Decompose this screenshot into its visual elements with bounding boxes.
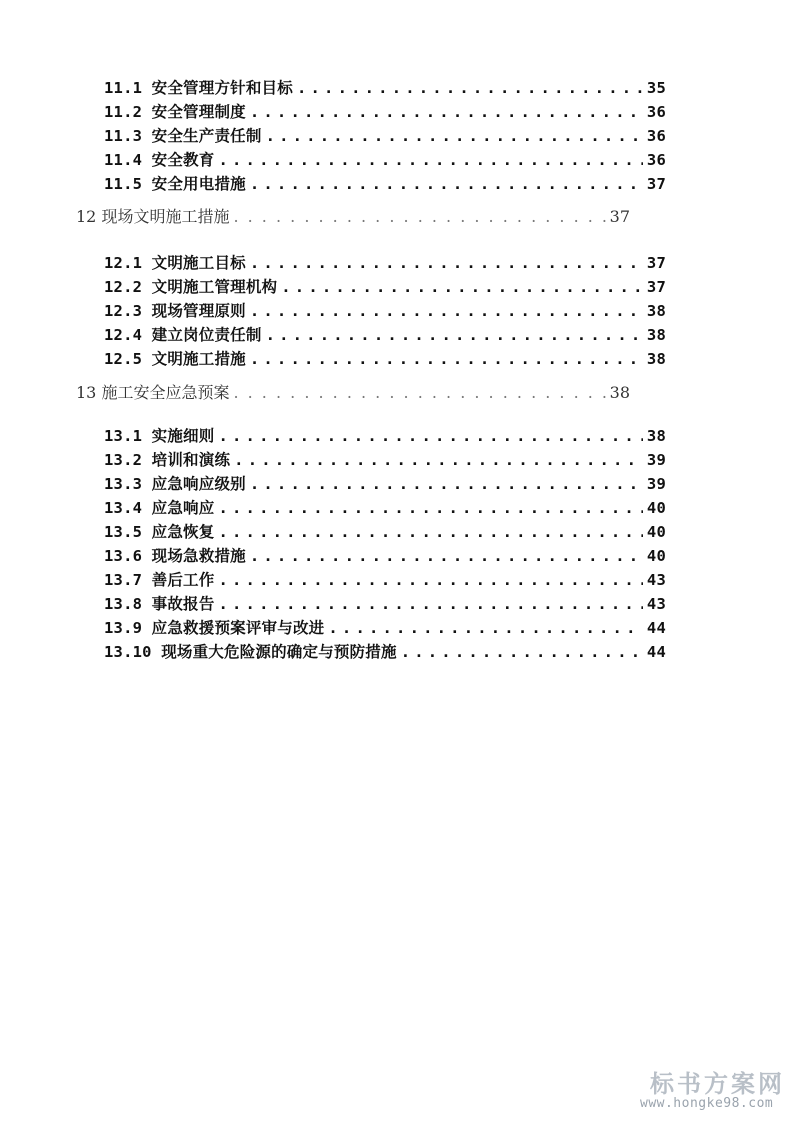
toc-chapter-title: 13 施工安全应急预案 — [76, 383, 230, 402]
dot-leader — [218, 499, 642, 517]
dot-leader — [250, 103, 643, 121]
toc-entry-title: 11.5 安全用电措施 — [104, 175, 246, 193]
toc-entry-page: 40 — [646, 523, 666, 541]
toc-entry-page: 38 — [646, 350, 666, 368]
toc-chapter-13[interactable] — [76, 380, 630, 403]
toc-entry-title: 11.1 安全管理方针和目标 — [104, 79, 293, 97]
dot-leader — [281, 278, 643, 296]
toc-entry-title: 12.3 现场管理原则 — [104, 302, 246, 320]
toc-entry-title: 13.8 事故报告 — [104, 595, 215, 613]
toc-chapter-page: 37 — [609, 207, 630, 226]
toc-entry-12-2[interactable] — [104, 275, 666, 297]
toc-entry-13-6[interactable] — [104, 544, 666, 566]
toc-chapter-title: 12 现场文明施工措施 — [76, 207, 230, 226]
dot-leader — [250, 350, 643, 368]
toc-entry-11-4[interactable] — [104, 148, 666, 170]
dot-leader — [218, 595, 642, 613]
dot-leader — [233, 383, 605, 402]
toc-entry-title: 13.4 应急响应 — [104, 499, 215, 517]
dot-leader — [233, 207, 605, 226]
toc-entry-13-7[interactable] — [104, 568, 666, 590]
toc-entry-13-2[interactable] — [104, 448, 666, 470]
toc-entry-page: 40 — [646, 499, 666, 517]
toc-entry-page: 39 — [646, 451, 666, 469]
toc-entry-page: 40 — [646, 547, 666, 565]
toc-entry-page: 37 — [646, 254, 666, 272]
toc-entry-page: 36 — [646, 103, 666, 121]
dot-leader — [218, 427, 642, 445]
toc-entry-12-5[interactable] — [104, 347, 666, 369]
toc-entry-page: 36 — [646, 151, 666, 169]
toc-entry-13-5[interactable] — [104, 520, 666, 542]
toc-entry-11-3[interactable] — [104, 124, 666, 146]
dot-leader — [250, 302, 643, 320]
toc-entry-page: 35 — [646, 79, 666, 97]
toc-entry-title: 11.2 安全管理制度 — [104, 103, 246, 121]
toc-entry-11-2[interactable] — [104, 100, 666, 122]
toc-entry-page: 44 — [646, 619, 666, 637]
dot-leader — [401, 643, 643, 661]
dot-leader — [250, 175, 643, 193]
dot-leader — [234, 451, 643, 469]
toc-entry-13-4[interactable] — [104, 496, 666, 518]
toc-entry-page: 37 — [646, 175, 666, 193]
watermark-logo — [622, 1062, 787, 1118]
dot-leader — [250, 547, 643, 565]
toc-entry-12-4[interactable] — [104, 323, 666, 345]
toc-entry-13-10[interactable] — [104, 640, 666, 662]
dot-leader — [328, 619, 643, 637]
toc-entry-13-9[interactable] — [104, 616, 666, 638]
toc-entry-title: 11.3 安全生产责任制 — [104, 127, 262, 145]
toc-entry-12-3[interactable] — [104, 299, 666, 321]
toc-entry-13-3[interactable] — [104, 472, 666, 494]
toc-entry-page: 38 — [646, 302, 666, 320]
toc-chapter-12[interactable] — [76, 204, 630, 227]
toc-entry-title: 12.2 文明施工管理机构 — [104, 278, 278, 296]
toc-entry-page: 36 — [646, 127, 666, 145]
toc-entry-title: 13.10 现场重大危险源的确定与预防措施 — [104, 643, 397, 661]
watermark-url: www.hongke98.com — [640, 1096, 774, 1111]
toc-chapter-page: 38 — [609, 383, 630, 402]
toc-entry-title: 12.5 文明施工措施 — [104, 350, 246, 368]
toc-entry-title: 13.9 应急救援预案评审与改进 — [104, 619, 325, 637]
toc-entry-page: 39 — [646, 475, 666, 493]
dot-leader — [250, 254, 643, 272]
toc-entry-page: 43 — [646, 595, 666, 613]
toc-entry-title: 13.2 培训和演练 — [104, 451, 231, 469]
toc-entry-12-1[interactable] — [104, 251, 666, 273]
dot-leader — [218, 523, 642, 541]
toc-entry-page: 44 — [646, 643, 666, 661]
toc-entry-title: 13.1 实施细则 — [104, 427, 215, 445]
toc-entry-page: 37 — [646, 278, 666, 296]
toc-entry-page: 38 — [646, 427, 666, 445]
toc-entry-title: 12.1 文明施工目标 — [104, 254, 246, 272]
watermark-title: 标书方案网 — [650, 1070, 785, 1098]
dot-leader — [266, 326, 643, 344]
toc-entry-title: 13.5 应急恢复 — [104, 523, 215, 541]
dot-leader — [250, 475, 643, 493]
dot-leader — [297, 79, 643, 97]
toc-entry-title: 13.6 现场急救措施 — [104, 547, 246, 565]
toc-entry-title: 11.4 安全教育 — [104, 151, 215, 169]
toc-entry-11-1[interactable] — [104, 76, 666, 98]
toc-entry-11-5[interactable] — [104, 172, 666, 194]
toc-entry-title: 13.7 善后工作 — [104, 571, 215, 589]
toc-entry-13-8[interactable] — [104, 592, 666, 614]
toc-entry-page: 38 — [646, 326, 666, 344]
toc-entry-title: 12.4 建立岗位责任制 — [104, 326, 262, 344]
dot-leader — [218, 151, 642, 169]
toc-entry-13-1[interactable] — [104, 424, 666, 446]
toc-entry-page: 43 — [646, 571, 666, 589]
dot-leader — [218, 571, 642, 589]
toc-entry-title: 13.3 应急响应级别 — [104, 475, 246, 493]
dot-leader — [266, 127, 643, 145]
